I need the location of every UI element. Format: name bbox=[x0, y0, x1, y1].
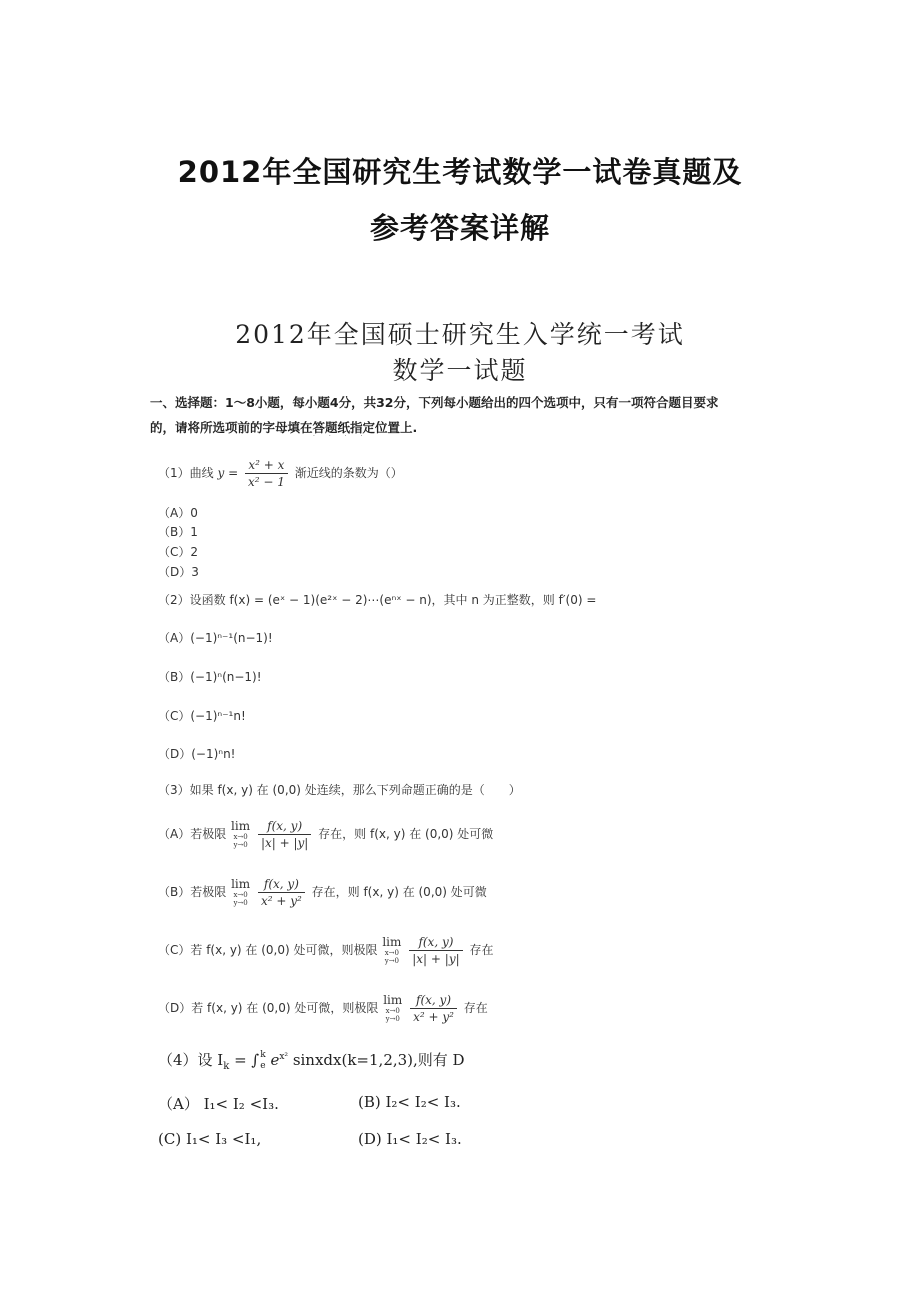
document-title-line1: 2012年全国研究生考试数学一试卷真题及 bbox=[177, 155, 743, 189]
document-title-line2: 参考答案详解 bbox=[369, 211, 550, 245]
q1-option-b: （B）1 bbox=[158, 525, 198, 539]
q3-b-fraction bbox=[258, 876, 305, 909]
limit-operator bbox=[383, 994, 402, 1023]
lim-word: lim bbox=[383, 993, 403, 1007]
q4-option-d: (D) I₁< I₂< I₃. bbox=[358, 1130, 462, 1148]
q4-int-lower: e bbox=[260, 1061, 266, 1071]
q3-a-fraction bbox=[258, 818, 311, 851]
q1-option-a: （A）0 bbox=[158, 506, 198, 520]
lim-word: lim bbox=[382, 935, 402, 949]
frac-numerator: f(x, y) bbox=[410, 992, 457, 1009]
q3-stem: （3）如果 f(x, y) 在 (0,0) 处连续，那么下列命题正确的是（ ） bbox=[158, 783, 521, 797]
instructions-line1: 一、选择题：1～8小题，每小题4分，共32分，下列每小题给出的四个选项中，只有一项符合题目要求 bbox=[150, 395, 719, 410]
instructions-line2: 的，请将所选项前的字母填在答题纸指定位置上. bbox=[150, 420, 418, 435]
lim-word: lim bbox=[231, 877, 251, 891]
exam-title: 2012年全国硕士研究生入学统一考试 bbox=[235, 320, 685, 349]
q3-a-post: 存在，则 f(x, y) 在 (0,0) 处可微 bbox=[318, 827, 494, 841]
q2-option-c: （C）(−1)ⁿ⁻¹n! bbox=[158, 709, 246, 723]
lim-sub-y: y→0 bbox=[233, 841, 248, 849]
q3-option-a bbox=[158, 818, 493, 851]
q4-option-c: (C) I₁< I₃ <I₁, bbox=[158, 1130, 262, 1148]
limit-operator bbox=[231, 878, 250, 907]
q4-stem-tail: sinxdx(k=1,2,3),则有 D bbox=[288, 1051, 465, 1069]
frac-denominator: x² + y² bbox=[413, 1010, 454, 1024]
q4-stem-subscript: k bbox=[223, 1061, 230, 1072]
limit-operator bbox=[382, 936, 401, 965]
q1-denominator: x² − 1 bbox=[247, 475, 285, 489]
q3-option-d bbox=[158, 992, 488, 1025]
q4-stem-prefix: （4）设 I bbox=[158, 1051, 224, 1069]
q4-option-b: (B) I₂< I₂< I₃. bbox=[358, 1093, 461, 1111]
q4-integrand: e bbox=[265, 1051, 280, 1069]
lim-sub-y: y→0 bbox=[384, 957, 400, 965]
q3-option-b bbox=[158, 876, 487, 909]
q3-d-post: 存在 bbox=[463, 1001, 488, 1015]
frac-denominator: x² + y² bbox=[260, 894, 302, 908]
q3-b-pre: （B）若极限 bbox=[158, 885, 227, 899]
lim-sub-y: y→0 bbox=[385, 1015, 400, 1023]
lim-sub-x: x→0 bbox=[384, 949, 400, 957]
q3-d-fraction bbox=[410, 992, 457, 1025]
emphasis-dots: · · · · bbox=[313, 433, 369, 440]
limit-operator bbox=[231, 820, 250, 849]
q1-suffix: 渐近线的条数为（） bbox=[294, 466, 403, 480]
q1-prefix: （1）曲线 bbox=[158, 466, 214, 480]
q1-lhs: y = bbox=[217, 466, 239, 480]
q2-option-d: （D）(−1)ⁿn! bbox=[158, 747, 236, 761]
q1-option-d: （D）3 bbox=[158, 565, 199, 579]
q2-stem: （2）设函数 f(x) = (eˣ − 1)(e²ˣ − 2)⋯(eⁿˣ − n)，其中 n 为正整数，则 f′(0) = bbox=[158, 593, 597, 607]
q4-option-a: （A） I₁< I₂ <I₃. bbox=[158, 1095, 279, 1113]
q2-option-b: （B）(−1)ⁿ(n−1)! bbox=[158, 670, 262, 684]
frac-numerator: f(x, y) bbox=[258, 876, 305, 893]
q4-integrand-exponent: x² bbox=[279, 1052, 289, 1062]
q1-stem bbox=[158, 457, 403, 490]
q3-a-pre: （A）若极限 bbox=[158, 827, 227, 841]
q3-c-fraction bbox=[409, 934, 462, 967]
q1-numerator: x² + x bbox=[245, 457, 288, 474]
q4-stem bbox=[158, 1049, 465, 1072]
lim-sub-x: x→0 bbox=[233, 891, 248, 899]
frac-denominator: |x| + |y| bbox=[260, 836, 309, 850]
lim-word: lim bbox=[231, 819, 251, 833]
lim-sub-x: x→0 bbox=[385, 1007, 400, 1015]
q4-int-upper: k bbox=[260, 1050, 266, 1060]
frac-numerator: f(x, y) bbox=[258, 818, 311, 835]
q4-integral-sign: = ∫ bbox=[229, 1051, 260, 1069]
q3-c-pre: （C）若 f(x, y) 在 (0,0) 处可微，则极限 bbox=[158, 943, 378, 957]
lim-sub-x: x→0 bbox=[233, 833, 248, 841]
q3-b-post: 存在，则 f(x, y) 在 (0,0) 处可微 bbox=[311, 885, 487, 899]
frac-denominator: |x| + |y| bbox=[412, 952, 460, 966]
exam-subtitle: 数学一试题 bbox=[392, 356, 528, 385]
frac-numerator: f(x, y) bbox=[409, 934, 462, 951]
q3-d-pre: （D）若 f(x, y) 在 (0,0) 处可微，则极限 bbox=[158, 1001, 379, 1015]
q3-option-c bbox=[158, 934, 493, 967]
lim-sub-y: y→0 bbox=[233, 899, 248, 907]
q1-fraction bbox=[245, 457, 288, 490]
q1-option-c: （C）2 bbox=[158, 545, 199, 559]
q3-c-post: 存在 bbox=[469, 943, 494, 957]
q2-option-a: （A）(−1)ⁿ⁻¹(n−1)! bbox=[158, 631, 273, 645]
